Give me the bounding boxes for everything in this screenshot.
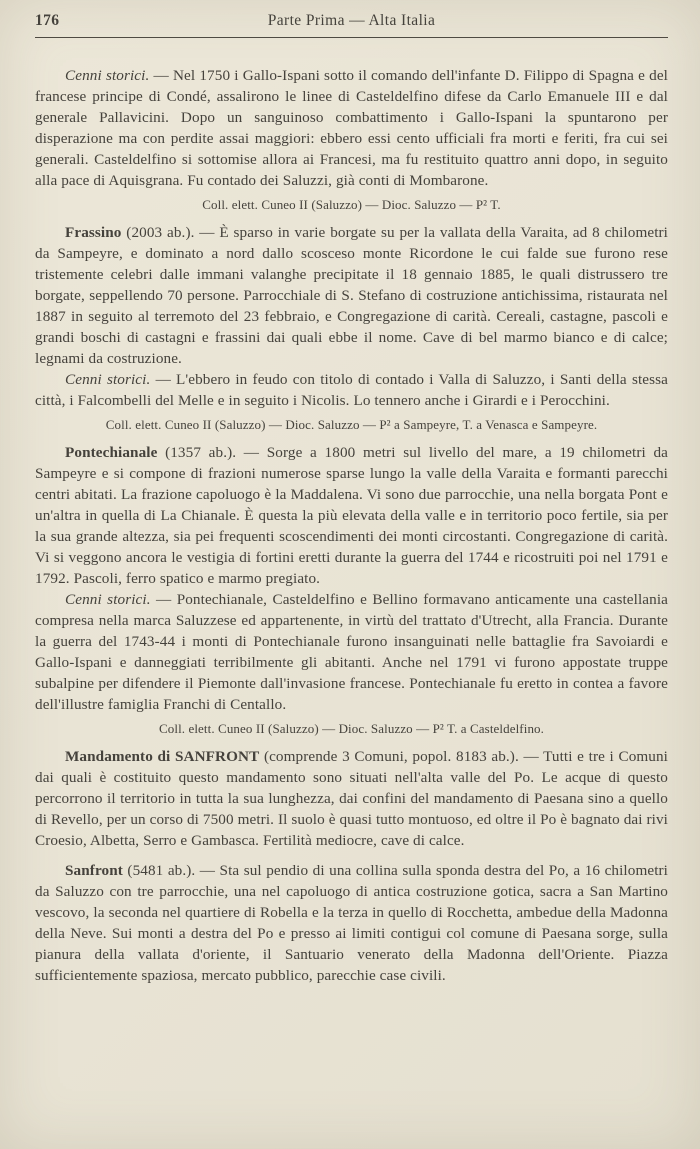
entry-text: (5481 ab.). — Sta sul pendio di una collina sulla sponda destra del Po, a 16 chilometri da Saluzzo con tre parrocchie, una nel capoluogo di antica costruzione gotica, sacra a San Martino vescovo, la seconda nel quartiere di Robella e la terza in quello di Rocchetta, ambedue della Madonna della Neve. Sui monti a destra del Po e presso ai limiti contigui col comune di Paesana sorge, sulla pianura della vallata d'oriente, il Santuario venerato della Madonna dell'Oriente. Piazza sufficientemente spaziosa, mercato pubblico, parecchie case civili. — [35, 862, 668, 984]
running-title: Parte Prima — Alta Italia — [267, 12, 436, 29]
electoral-reference-pontechianale: Coll. elett. Cuneo II (Saluzzo) — Dioc. Saluzzo — P² T. a Casteldelfino. — [158, 721, 544, 736]
entry-text: (comprende 3 Comuni, popol. 8183 ab.). — Tutti e tre i Comuni dai quali è costituito questo mandamento sono situati nell'alta valle del Po. Le acque di questo percorrono il territorio in tutta la sua lunghezza, dai confini del mandamento di Paesana sino a quello di Revello, per un corso di 7500 metri. Il suolo è quasi tutto montuoso, ed oltre il Po è bagnato dai rivi Croesio, Albetta, Serro e Gambasca. Fertilità mediocre, cave di calce. — [35, 748, 669, 849]
page-header — [35, 12, 668, 32]
electoral-reference-frassino: Coll. elett. Cuneo II (Saluzzo) — Dioc. Saluzzo — P² a Sampeyre, T. a Venasca e Sampeyre. — [105, 417, 598, 432]
entry-text: (2003 ab.). — È sparso in varie borgate su per la vallata della Varaita, ad 8 chilometri da Sampeyre, e dominato a nord dallo scosceso monte Ricordone le cui falde sue furono rese tristemente celebri dalle immani valanghe precipitate il 18 gennaio 1885, le quali distrussero tre borgate, seppellendo 70 persone. Parrocchiale di S. Stefano di costruzione antichissima, ristaurata nel 1887 in seguito al terremoto del 23 febbraio, e Congregazione di carità. Cereali, castagne, pascoli e grandi boschi di castagni e frassini dai quali ebbe il nome. Cave di bel marmo bianco e di calce; legnami da costruzione. — [35, 224, 668, 367]
entry-name: Pontechianale — [65, 444, 158, 461]
entry-pontechianale — [35, 442, 668, 589]
entry-name: Sanfront — [65, 862, 123, 879]
entry-text: (1357 ab.). — Sorge a 1800 metri sul livello del mare, a 19 chilometri da Sampeyre e si compone di frazioni numerose sparse lungo la valle della Varaita e formanti parecchi centri abitati. La frazione capoluogo è la Maddalena. Vi sono due parrocchie, una nella borgata Pont e un'altra in quella di La Chianale. È questa la più elevata della valle e in territorio poco fertile, sia per la sua grande altezza, sia pei frequenti scoscendimenti dei monti circostanti. Congregazione di carità. Vi si veggono ancora le vestigia di fortini eretti durante la guerra del 1744 e ricostruiti poi nel 1791 e 1792. Pascoli, ferro spatico e marmo pregiato. — [35, 444, 668, 587]
paragraph-lead: Cenni storici. — [65, 591, 151, 608]
entry-name: Mandamento di SANFRONT — [65, 748, 260, 765]
entry-sanfront — [35, 860, 668, 986]
paragraph-text: — Pontechianale, Casteldelfino e Bellino formavano anticamente una castellania compresa nella marca Saluzzese ed appartenente, in virtù del trattato d'Utrecht, alla Francia. Durante la guerra del 1743-44 i monti di Pontechianale furono insanguinati nelle battaglie fra Savoiardi e Gallo-Ispani e danneggiati terribilmente gli abitanti. Anche nel 1791 vi furono appostate truppe subalpine per difendere il Piemonte dall'invasione francese. Pontechianale fu eretto in contea a favore dell'illustre famiglia Franchi di Centallo. — [35, 591, 668, 713]
header-rule — [35, 37, 668, 38]
paragraph-lead: Cenni storici. — [65, 371, 151, 388]
page-body — [35, 65, 668, 986]
paragraph-text: — L'ebbero in feudo con titolo di contado i Valla di Saluzzo, i Santi della stessa città, i Falcombelli del Melle e in seguito i Nicolis. Lo tennero anche i Girardi e i Perocchini. — [35, 371, 668, 409]
page-number: 176 — [35, 12, 60, 29]
entry-mandamento-sanfront — [35, 746, 668, 851]
electoral-reference-casteldelfino: Coll. elett. Cuneo II (Saluzzo) — Dioc. Saluzzo — P² T. — [202, 197, 501, 212]
paragraph-cenni-storici-pontechianale — [35, 589, 668, 715]
paragraph-cenni-storici-casteldelfino — [35, 65, 668, 191]
paragraph-cenni-storici-frassino — [35, 369, 668, 411]
paragraph-lead: Cenni storici. — [65, 67, 150, 84]
paragraph-text: — Nel 1750 i Gallo-Ispani sotto il comando dell'infante D. Filippo di Spagna e del francese principe di Condé, assalirono le linee di Casteldelfino difese da Carlo Emanuele III e dal generale Pallavicini. Dopo un sanguinoso combattimento i Gallo-Ispani la spuntarono per disperazione ma con perdite assai maggiori: ebbero essi cento ufficiali fra morti e feriti, fra cui sei generali. Casteldelfino si sottomise allora ai Francesi, ma fu restituito quattro anni dopo, in seguito alla pace di Aquisgrana. Fu contado dei Saluzzi, già conti di Mombarone. — [35, 67, 668, 189]
entry-frassino — [35, 222, 668, 369]
entry-name: Frassino — [65, 224, 122, 241]
